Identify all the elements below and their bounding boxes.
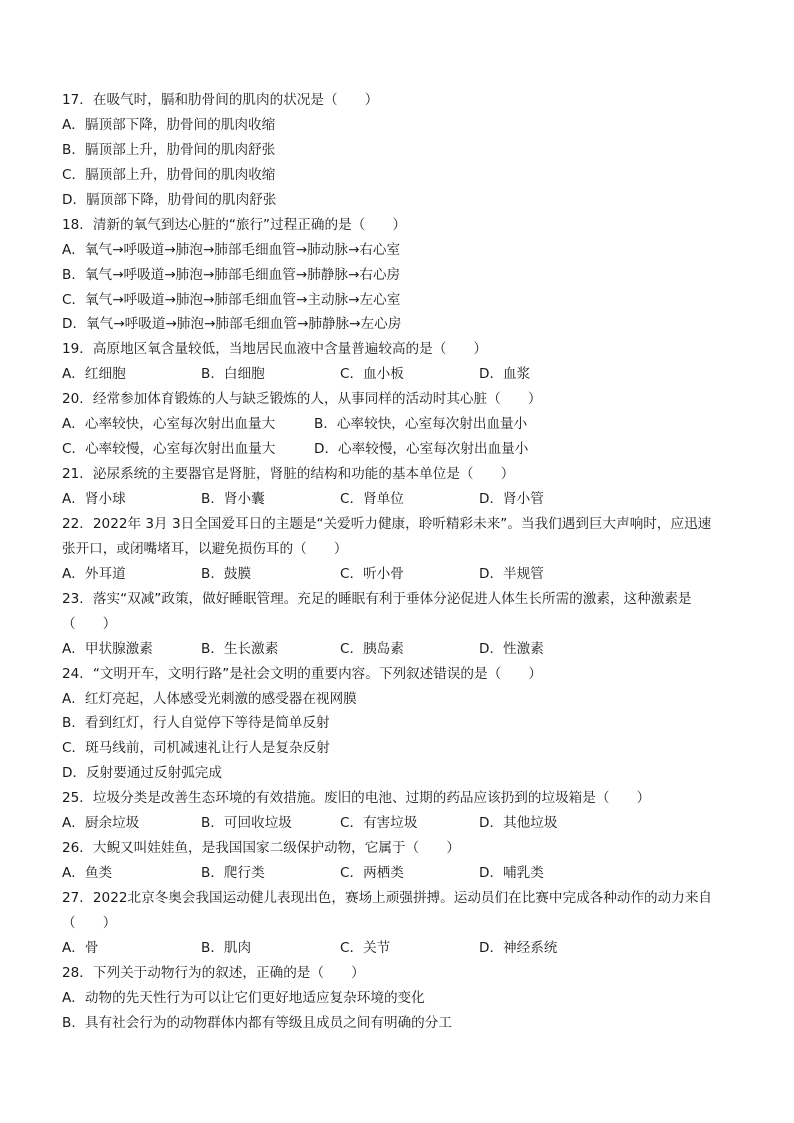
- answer-option: A．氧气→呼吸道→肺泡→肺部毛细血管→肺动脉→右心室: [62, 241, 401, 258]
- question-block: [62, 587, 794, 662]
- answer-option: B．肾小囊: [201, 491, 265, 507]
- answer-option: C．肾单位: [340, 491, 404, 507]
- answer-option: C．关节: [340, 939, 391, 956]
- question-block: [62, 961, 794, 1036]
- question-stem: 22．2022年 3月 3日全国爱耳日的主题是“关爱听力健康，聆听精彩未来”。当我们遇到巨大声响时，应迅速: [62, 515, 712, 532]
- answer-option: C．斑马线前，司机减速礼让行人是复杂反射: [62, 740, 330, 757]
- answer-option: A．动物的先天性行为可以让它们更好地适应复杂环境的变化: [62, 989, 425, 1006]
- answer-option: A．鱼类: [62, 865, 113, 882]
- question-block: [62, 337, 794, 387]
- answer-option: D．半规管: [479, 565, 544, 582]
- answer-option: A．甲状腺激素: [62, 640, 153, 657]
- answer-option: A．心率较快，心室每次射出血量大: [62, 416, 276, 433]
- answer-option: B．具有社会行为的动物群体内都有等级且成员之间有明确的分工: [62, 1014, 452, 1031]
- answer-option: B．鼓膜: [201, 565, 252, 582]
- answer-option: C．胰岛素: [340, 640, 404, 657]
- question-stem: 28．下列关于动物行为的叙述，正确的是（ ）: [62, 964, 365, 981]
- answer-option: C．膈顶部上升，肋骨间的肌肉收缩: [62, 166, 276, 183]
- answer-option: B．可回收垃圾: [201, 815, 292, 832]
- answer-option: B．看到红灯，行人自觉停下等待是简单反射: [62, 715, 330, 732]
- answer-option: C．有害垃圾: [340, 815, 418, 832]
- answer-option: A．膈顶部下降，肋骨间的肌肉收缩: [62, 116, 276, 133]
- answer-option: A．外耳道: [62, 565, 126, 582]
- answer-option: B．心率较快，心室每次射出血量小: [314, 416, 528, 433]
- answer-option: A．骨: [62, 939, 99, 956]
- question-block: [62, 462, 794, 512]
- answer-option: C．两栖类: [340, 865, 404, 882]
- answer-option: D．性激素: [479, 640, 544, 657]
- question-block: [62, 387, 794, 462]
- answer-option: D．反射要通过反射弧完成: [62, 765, 222, 782]
- question-stem: 26．大鲵又叫娃娃鱼，是我国国家二级保护动物，它属于（ ）: [62, 840, 460, 857]
- question-stem: 17．在吸气时，膈和肋骨间的肌肉的状况是（ ）: [62, 92, 379, 108]
- question-block: [62, 836, 794, 886]
- question-block: [62, 213, 794, 338]
- question-block: [62, 512, 794, 587]
- question-block: [62, 786, 794, 836]
- question-stem: 张开口，或闭嘴堵耳，以避免损伤耳的（ ）: [62, 540, 348, 557]
- answer-option: C．血小板: [340, 366, 404, 383]
- question-stem: 19．高原地区氧含量较低，当地居民血液中含量普遍较高的是（ ）: [62, 341, 488, 358]
- answer-option: B．白细胞: [201, 366, 265, 383]
- answer-option: B．膈顶部上升，肋骨间的肌肉舒张: [62, 141, 276, 158]
- answer-option: A．红细胞: [62, 366, 126, 383]
- answer-option: D．神经系统: [479, 939, 558, 956]
- question-stem: 24．“文明开车，文明行路”是社会文明的重要内容。下列叙述错误的是（ ）: [62, 665, 542, 682]
- answer-option: B．爬行类: [201, 865, 265, 882]
- answer-option: B．肌肉: [201, 939, 252, 956]
- question-block: [62, 886, 794, 961]
- options-row: [62, 861, 794, 886]
- options-row: [62, 811, 794, 836]
- options-row: [62, 562, 794, 587]
- question-stem: 23．落实“双减”政策，做好睡眠管理。充足的睡眠有利于垂体分泌促进人体生长所需的激素，这种激素是: [62, 590, 692, 607]
- answer-option: B．氧气→呼吸道→肺泡→肺部毛细血管→肺静脉→右心房: [62, 266, 401, 283]
- answer-option: A．肾小球: [62, 491, 126, 507]
- answer-option: D．心率较慢，心室每次射出血量小: [314, 441, 529, 458]
- options-row: [62, 936, 794, 961]
- options-row: [62, 437, 794, 462]
- answer-option: D．肾小管: [479, 491, 544, 507]
- answer-option: B．生长激素: [201, 640, 279, 657]
- options-row: [62, 637, 794, 662]
- question-stem: （ ）: [62, 914, 117, 931]
- question-block: [62, 88, 794, 213]
- options-row: [62, 412, 794, 437]
- answer-option: D．膈顶部下降，肋骨间的肌肉舒张: [62, 191, 277, 208]
- question-stem: 21．泌尿系统的主要器官是肾脏，肾脏的结构和功能的基本单位是（ ）: [62, 466, 515, 483]
- answer-option: A．厨余垃圾: [62, 815, 140, 832]
- question-stem: 20．经常参加体育锻炼的人与缺乏锻炼的人，从事同样的活动时其心脏（ ）: [62, 391, 542, 408]
- options-row: [62, 487, 794, 512]
- question-block: [62, 662, 794, 787]
- options-row: [62, 362, 794, 387]
- answer-option: C．心率较慢，心室每次射出血量大: [62, 441, 276, 458]
- answer-option: D．血浆: [479, 366, 531, 383]
- answer-option: D．氧气→呼吸道→肺泡→肺部毛细血管→肺静脉→左心房: [62, 316, 402, 333]
- answer-option: C．听小骨: [340, 565, 404, 582]
- question-stem: 25．垃圾分类是改善生态环境的有效措施。废旧的电池、过期的药品应该扔到的垃圾箱是（ ）: [62, 790, 651, 807]
- question-stem: （ ）: [62, 615, 117, 632]
- answer-option: D．其他垃圾: [479, 815, 558, 832]
- question-stem: 27．2022北京冬奥会我国运动健儿表现出色，赛场上顽强拼搏。运动员们在比赛中完成各种动作的动力来自: [62, 890, 713, 906]
- answer-option: C．氧气→呼吸道→肺泡→肺部毛细血管→主动脉→左心室: [62, 291, 401, 308]
- answer-option: A．红灯亮起，人体感受光刺激的感受器在视网膜: [62, 690, 357, 707]
- question-stem: 18．清新的氧气到达心脏的“旅行”过程正确的是（ ）: [62, 216, 407, 233]
- answer-option: D．哺乳类: [479, 865, 544, 882]
